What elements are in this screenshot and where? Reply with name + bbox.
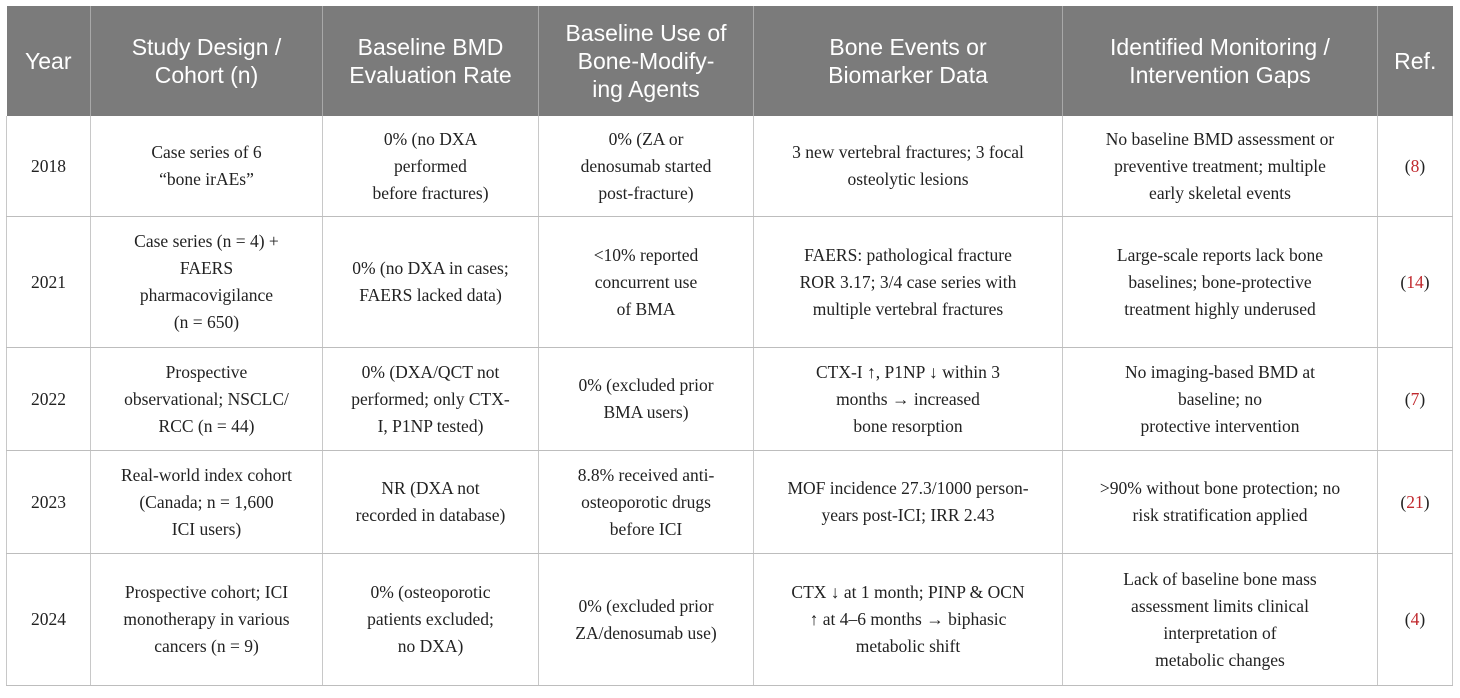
bmd-line: recorded in database) bbox=[355, 505, 506, 525]
gaps-line: risk stratification applied bbox=[1132, 505, 1308, 525]
bma-line: denosumab started bbox=[580, 155, 712, 176]
header-bone-events-line-2: Biomarker Data bbox=[828, 62, 988, 88]
table-row bbox=[7, 451, 1453, 554]
events-line: ↑ at 4–6 months → biphasic bbox=[809, 609, 1007, 629]
cell-gaps bbox=[1063, 451, 1378, 554]
header-bma-use-line-2: Bone-Modify- bbox=[577, 48, 715, 74]
design-line: “bone irAEs” bbox=[159, 169, 254, 189]
events-line: FAERS: pathological fracture bbox=[804, 244, 1012, 265]
design-line: observational; NSCLC/ bbox=[124, 388, 289, 409]
design-line: Real-world index cohort bbox=[120, 464, 293, 485]
events-line: 3 new vertebral fractures; 3 focal bbox=[792, 142, 1024, 162]
gaps-line: preventive treatment; multiple bbox=[1114, 155, 1326, 176]
cell-ref: (21) bbox=[1378, 451, 1453, 554]
header-bmd-rate-line-1: Baseline BMD bbox=[357, 34, 504, 60]
cell-bmd bbox=[323, 116, 539, 217]
cell-events bbox=[754, 217, 1063, 348]
cell-year bbox=[7, 116, 91, 217]
bma-line: osteoporotic drugs bbox=[581, 491, 711, 512]
cell-year bbox=[7, 451, 91, 554]
bmd-line: NR (DXA not bbox=[381, 478, 480, 498]
cell-bma bbox=[539, 217, 754, 348]
bma-line: BMA users) bbox=[603, 402, 689, 422]
cell-year bbox=[7, 348, 91, 451]
cell-gaps bbox=[1063, 217, 1378, 348]
bma-line: 0% (excluded prior bbox=[578, 595, 714, 616]
ref-link[interactable]: 7 bbox=[1410, 388, 1420, 409]
bma-line: 0% (ZA or bbox=[608, 128, 684, 149]
events-line: multiple vertebral fractures bbox=[812, 298, 1004, 319]
cell-bmd bbox=[323, 451, 539, 554]
events-line: years post-ICI; IRR 2.43 bbox=[821, 505, 995, 525]
bmd-line: performed bbox=[394, 155, 467, 176]
cell-bma bbox=[539, 554, 754, 686]
bmd-line: 0% (no DXA in cases; bbox=[352, 258, 509, 278]
events-line: bone resorption bbox=[853, 415, 963, 436]
table-row bbox=[7, 217, 1453, 348]
design-line: ICI users) bbox=[171, 518, 242, 539]
header-bmd-rate bbox=[323, 6, 539, 116]
design-line: FAERS bbox=[179, 258, 234, 278]
bma-line: post-fracture) bbox=[598, 182, 694, 203]
cell-design bbox=[91, 554, 323, 686]
bmd-line: 0% (DXA/QCT not bbox=[361, 361, 500, 382]
header-study-design-line-2: Cohort (n) bbox=[154, 62, 259, 88]
design-line: Prospective cohort; ICI bbox=[124, 582, 289, 602]
events-line: MOF incidence 27.3/1000 person- bbox=[787, 478, 1029, 498]
bmd-line: before fractures) bbox=[372, 182, 489, 203]
gaps-line: >90% without bone protection; no bbox=[1099, 478, 1341, 498]
events-line: ROR 3.17; 3/4 case series with bbox=[799, 271, 1017, 292]
bma-line: ZA/denosumab use) bbox=[575, 622, 717, 643]
year-text: 2022 bbox=[31, 388, 66, 409]
bmd-line: performed; only CTX- bbox=[351, 388, 510, 409]
gaps-line: No baseline BMD assessment or bbox=[1105, 128, 1335, 149]
bmd-line: 0% (osteoporotic bbox=[370, 582, 491, 602]
bma-line: of BMA bbox=[616, 298, 676, 319]
ref-link[interactable]: 8 bbox=[1410, 155, 1420, 176]
cell-ref: (7) bbox=[1378, 348, 1453, 451]
design-line: RCC (n = 44) bbox=[158, 415, 255, 436]
header-ref-text: Ref. bbox=[1394, 48, 1437, 74]
table-row bbox=[7, 348, 1453, 451]
cell-ref: (14) bbox=[1378, 217, 1453, 348]
cell-gaps bbox=[1063, 348, 1378, 451]
cell-events bbox=[754, 451, 1063, 554]
cell-bmd bbox=[323, 554, 539, 686]
cell-ref: (8) bbox=[1378, 116, 1453, 217]
design-line: cancers (n = 9) bbox=[154, 636, 259, 656]
events-line: CTX-I ↑, P1NP ↓ within 3 bbox=[815, 361, 1001, 382]
cell-gaps bbox=[1063, 116, 1378, 217]
events-line: CTX ↓ at 1 month; PINP & OCN bbox=[791, 582, 1025, 602]
events-line: metabolic shift bbox=[855, 636, 961, 656]
cell-events bbox=[754, 348, 1063, 451]
year-text: 2024 bbox=[31, 609, 66, 629]
ref-link[interactable]: 21 bbox=[1406, 491, 1424, 512]
gaps-line: No imaging-based BMD at bbox=[1124, 361, 1316, 382]
header-gaps bbox=[1063, 6, 1378, 116]
evidence-table bbox=[6, 6, 1453, 686]
cell-year bbox=[7, 217, 91, 348]
gaps-line: Large-scale reports lack bone bbox=[1116, 244, 1324, 265]
header-row bbox=[7, 6, 1453, 116]
cell-design bbox=[91, 348, 323, 451]
design-line: pharmacovigilance bbox=[139, 285, 274, 305]
cell-bma bbox=[539, 116, 754, 217]
table-row bbox=[7, 554, 1453, 686]
year-text: 2023 bbox=[31, 491, 66, 512]
cell-events bbox=[754, 554, 1063, 686]
cell-year bbox=[7, 554, 91, 686]
design-line: monotherapy in various bbox=[123, 609, 290, 629]
year-text: 2021 bbox=[31, 271, 66, 292]
cell-bma bbox=[539, 451, 754, 554]
cell-design bbox=[91, 217, 323, 348]
gaps-line: interpretation of bbox=[1163, 622, 1277, 643]
header-year-text: Year bbox=[25, 48, 72, 74]
design-line: Prospective bbox=[165, 361, 248, 382]
header-ref bbox=[1378, 6, 1453, 116]
header-bone-events bbox=[754, 6, 1063, 116]
design-line: Case series of 6 bbox=[151, 142, 262, 162]
evidence-table-container bbox=[6, 6, 1452, 686]
cell-design bbox=[91, 451, 323, 554]
design-line: (Canada; n = 1,600 bbox=[139, 491, 274, 512]
bma-line: concurrent use bbox=[594, 271, 698, 292]
header-bma-use-line-1: Baseline Use of bbox=[565, 20, 727, 46]
table-row bbox=[7, 116, 1453, 217]
gaps-line: treatment highly underused bbox=[1124, 298, 1316, 319]
design-line: Case series (n = 4) + bbox=[134, 231, 279, 251]
year-text: 2018 bbox=[31, 155, 66, 176]
bma-line: 8.8% received anti- bbox=[577, 464, 715, 485]
bmd-line: no DXA) bbox=[397, 636, 464, 656]
header-bmd-rate-line-2: Evaluation Rate bbox=[349, 62, 512, 88]
events-line: osteolytic lesions bbox=[847, 169, 969, 189]
gaps-line: metabolic changes bbox=[1155, 649, 1285, 670]
cell-gaps bbox=[1063, 554, 1378, 686]
gaps-line: assessment limits clinical bbox=[1131, 595, 1309, 616]
cell-ref: (4) bbox=[1378, 554, 1453, 686]
bmd-line: I, P1NP tested) bbox=[377, 415, 484, 436]
header-study-design-line-1: Study Design / bbox=[131, 34, 282, 60]
gaps-line: early skeletal events bbox=[1149, 182, 1291, 203]
header-bma-use-line-3: ing Agents bbox=[592, 76, 700, 102]
gaps-line: Lack of baseline bone mass bbox=[1123, 568, 1317, 589]
cell-bmd bbox=[323, 217, 539, 348]
header-bone-events-line-1: Bone Events or bbox=[829, 34, 987, 60]
bma-line: before ICI bbox=[609, 518, 683, 539]
bma-line: 0% (excluded prior bbox=[578, 375, 714, 395]
header-year bbox=[7, 6, 91, 116]
bma-line: <10% reported bbox=[593, 244, 699, 265]
ref-link[interactable]: 14 bbox=[1406, 271, 1424, 292]
header-bma-use bbox=[539, 6, 754, 116]
gaps-line: baselines; bone-protective bbox=[1128, 271, 1312, 292]
events-line: months → increased bbox=[836, 388, 980, 409]
header-study-design bbox=[91, 6, 323, 116]
design-line: (n = 650) bbox=[173, 312, 240, 332]
header-gaps-line-1: Identified Monitoring / bbox=[1110, 34, 1330, 60]
bmd-line: 0% (no DXA bbox=[383, 128, 478, 149]
ref-link[interactable]: 4 bbox=[1410, 609, 1420, 629]
cell-design bbox=[91, 116, 323, 217]
gaps-line: baseline; no bbox=[1177, 388, 1263, 409]
cell-bmd bbox=[323, 348, 539, 451]
cell-events bbox=[754, 116, 1063, 217]
bmd-line: patients excluded; bbox=[367, 609, 494, 629]
gaps-line: protective intervention bbox=[1140, 415, 1300, 436]
header-gaps-line-2: Intervention Gaps bbox=[1129, 62, 1311, 88]
bmd-line: FAERS lacked data) bbox=[359, 285, 502, 305]
cell-bma bbox=[539, 348, 754, 451]
